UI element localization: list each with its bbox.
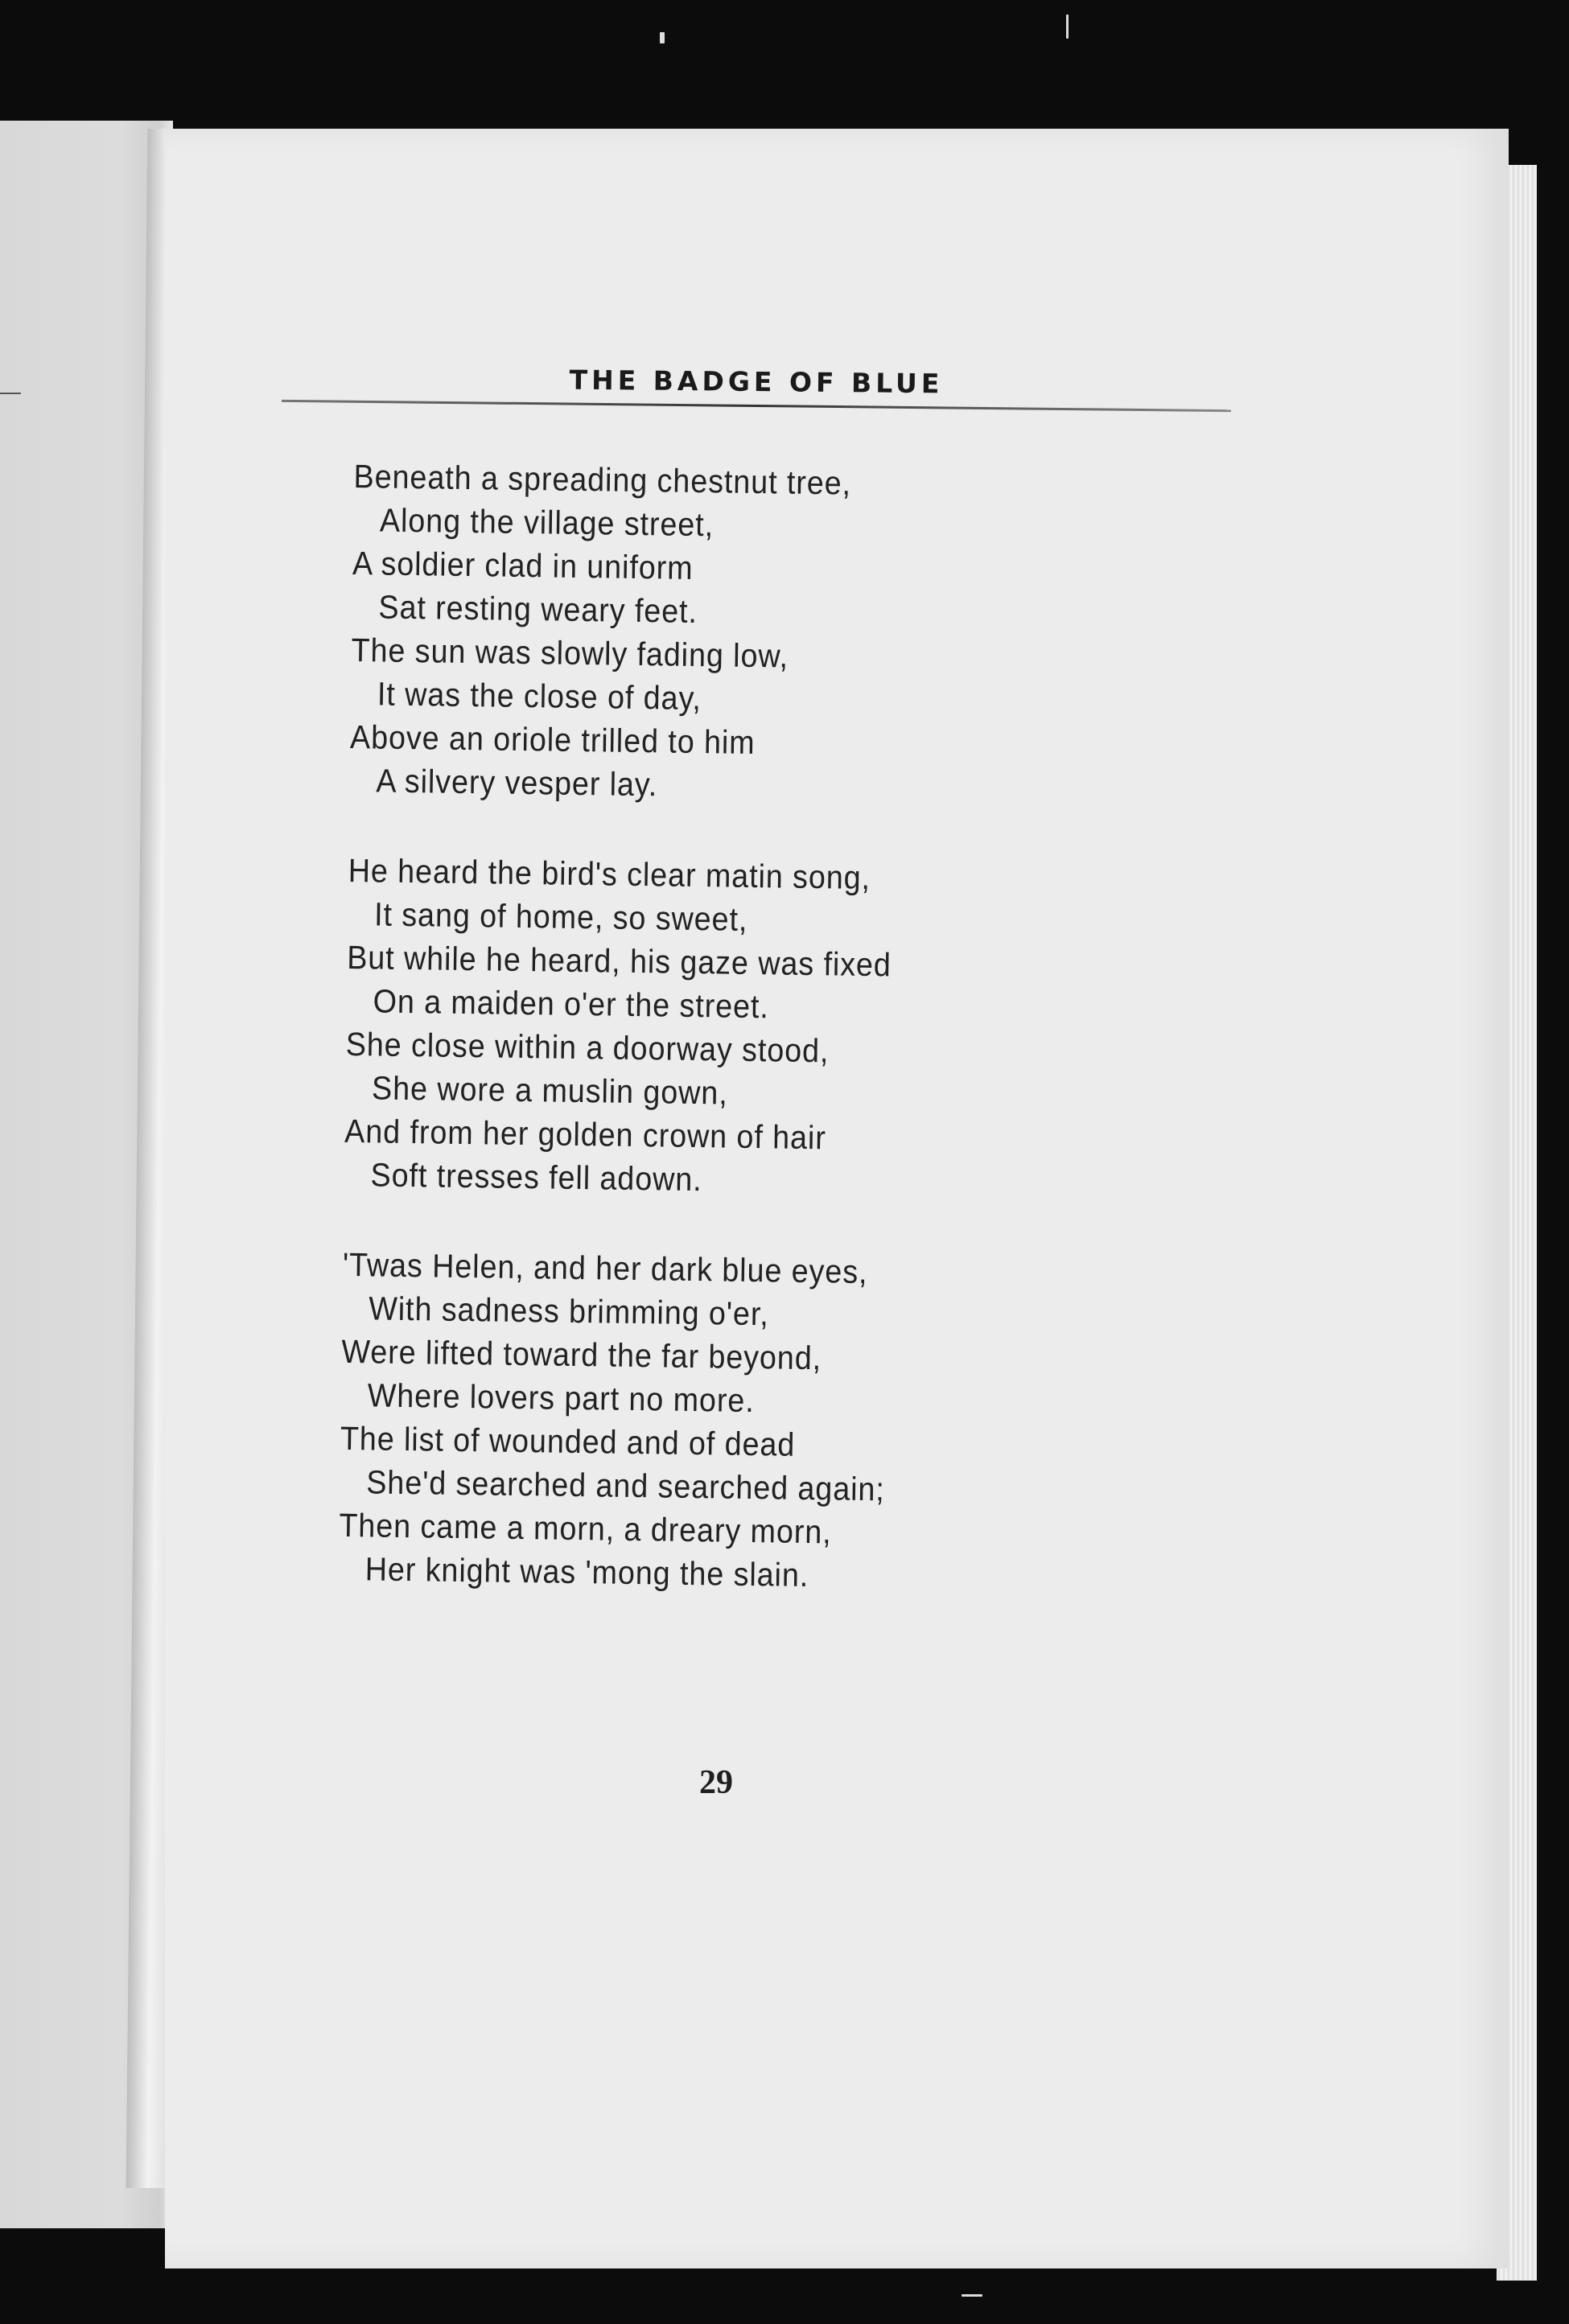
poem-line: She close within a doorway stood, <box>345 1025 830 1070</box>
poem-line: Were lifted toward the far beyond, <box>341 1332 822 1377</box>
poem-line: It sang of home, so sweet, <box>373 895 748 938</box>
poem-line: She'd searched and searched again; <box>365 1463 886 1508</box>
poem-line: The list of wounded and of dead <box>340 1419 796 1463</box>
poem-line: It was the close of day, <box>377 675 702 718</box>
poem-line: But while he heard, his gaze was fixed <box>346 938 892 984</box>
running-head: THE BADGE OF BLUE <box>569 364 944 400</box>
poem-line: Along the village street, <box>379 501 714 544</box>
poem-line: 'Twas Helen, and her dark blue eyes, <box>342 1245 868 1291</box>
poem-line: Where lovers part no more. <box>367 1376 755 1420</box>
poem-line: Then came a morn, a dreary morn, <box>339 1506 832 1551</box>
scan-speck <box>962 2294 982 2297</box>
poem-line: A soldier clad in uniform <box>352 544 694 586</box>
poem-text <box>337 455 1158 1648</box>
stanza-2 <box>344 849 1153 1207</box>
stanza-1 <box>349 455 1159 813</box>
poem-line: Her knight was 'mong the slain. <box>364 1550 809 1594</box>
poem-line: The sun was slowly fading low, <box>351 631 789 675</box>
poem-line: With sadness brimming o'er, <box>368 1290 770 1333</box>
poem-line: A silvery vesper lay. <box>376 762 658 804</box>
facing-page-mark <box>0 393 21 394</box>
stanza-3 <box>338 1243 1147 1602</box>
poem-line: She wore a muslin gown, <box>371 1069 728 1112</box>
poem-line: Above an oriole trilled to him <box>349 718 756 761</box>
poem-line: Sat resting weary feet. <box>378 588 698 630</box>
poem-line: Soft tresses fell adown. <box>370 1156 702 1199</box>
poem-line: On a maiden o'er the street. <box>373 982 770 1026</box>
poem-line: He heard the bird's clear matin song, <box>348 851 871 897</box>
scan-speck <box>1066 14 1069 39</box>
poem-line: And from her golden crown of hair <box>344 1112 827 1157</box>
scan-speck <box>660 32 665 43</box>
poem-line: Beneath a spreading chestnut tree, <box>353 457 852 502</box>
page-number: 29 <box>699 1764 733 1801</box>
